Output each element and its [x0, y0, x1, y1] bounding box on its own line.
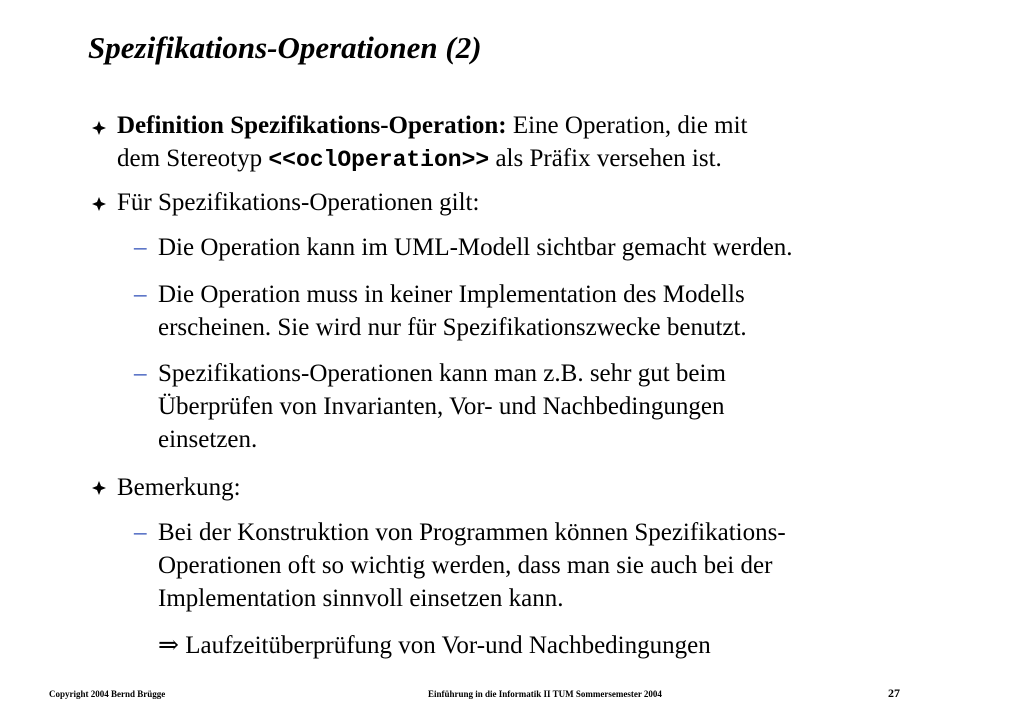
sub-dash-3: –: [134, 360, 147, 387]
bullet-definition-line1: [117, 109, 748, 142]
implication-line: [158, 629, 711, 662]
definition-text-2b: als Präfix versehen ist.: [489, 145, 722, 172]
slide-title: Spezifikations-Operationen (2): [88, 30, 482, 65]
sub-item-2-line1: Die Operation muss in keiner Implementation des Modells: [158, 281, 745, 308]
sub-dash-2: –: [134, 281, 147, 308]
sub-item-2-line2: erscheinen. Sie wird nur für Spezifikationszwecke benutzt.: [158, 314, 747, 341]
sub-item-3-line3: einsetzen.: [158, 426, 258, 453]
sub-item-3-line1: Spezifikations-Operationen kann man z.B. sehr gut beim: [158, 360, 726, 387]
diamond-bullet-icon: [92, 197, 106, 211]
sub-item-3-line2: Überprüfen von Invarianten, Vor- und Nachbedingungen: [158, 393, 725, 420]
bullet-gilt: Für Spezifikations-Operationen gilt:: [117, 189, 480, 216]
page-number: 27: [888, 686, 900, 700]
sub-dash-4: –: [134, 519, 147, 546]
sub-item-1: Die Operation kann im UML-Modell sichtbar gemacht werden.: [158, 234, 793, 261]
implies-arrow-icon: ⇒: [158, 632, 179, 659]
sub-item-4-line1: Bei der Konstruktion von Programmen können Spezifikations-: [158, 519, 786, 546]
sub-item-4-line3: Implementation sinnvoll einsetzen kann.: [158, 585, 564, 612]
bullet-definition-line2: [117, 142, 722, 177]
sub-dash-1: –: [134, 234, 147, 261]
sub-item-4-line2: Operationen oft so wichtig werden, dass man sie auch bei der: [158, 552, 773, 579]
diamond-bullet-icon: [92, 481, 106, 495]
footer-course: Einführung in die Informatik II TUM Sommersemester 2004: [428, 689, 662, 699]
definition-text: Eine Operation, die mit: [506, 112, 748, 139]
footer-copyright: Copyright 2004 Bernd Brügge: [49, 689, 166, 699]
diamond-bullet-icon: [92, 121, 106, 135]
definition-text-2a: dem Stereotyp: [117, 145, 269, 172]
definition-label: Definition Spezifikations-Operation:: [117, 112, 507, 139]
bullet-bemerkung: Bemerkung:: [117, 474, 241, 501]
stereotype-code: <<oclOperation>>: [268, 147, 490, 173]
implication-text: Laufzeitüberprüfung von Vor-und Nachbedingungen: [178, 632, 711, 659]
